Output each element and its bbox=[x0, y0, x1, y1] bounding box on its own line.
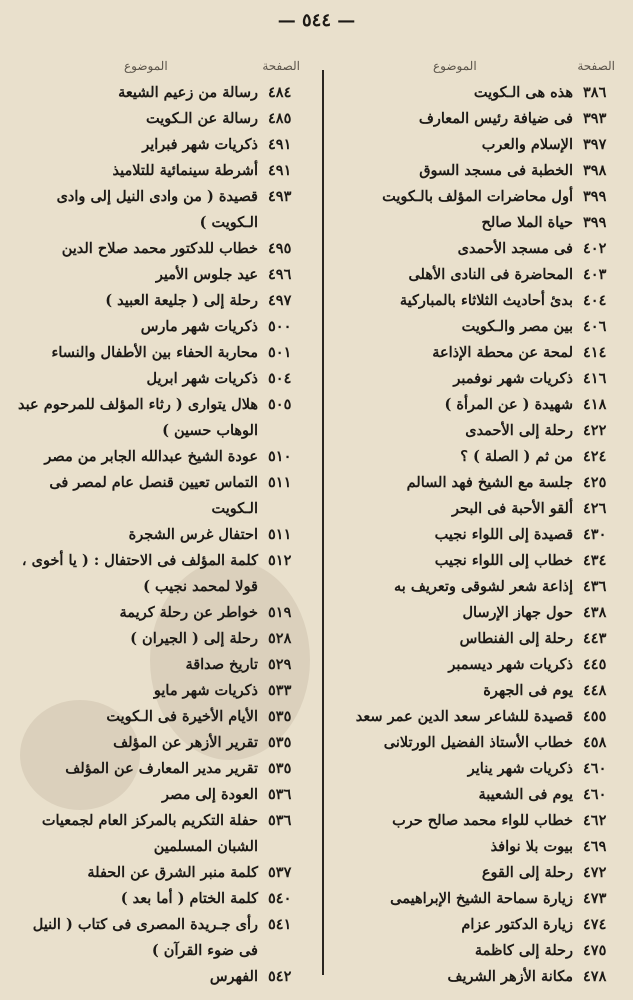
toc-entry bbox=[323, 678, 619, 704]
toc-entry-page: ٣٩٨ bbox=[583, 162, 607, 179]
toc-entry-title: رحلة إلى القوع bbox=[481, 864, 573, 881]
toc-entry-page: ٤٩٣ bbox=[268, 188, 292, 205]
toc-entry-page: ٤٣٨ bbox=[583, 604, 607, 621]
toc-entry-title: بيوت بلا نوافذ bbox=[490, 838, 573, 855]
toc-entry-page: ٤٦٠ bbox=[583, 760, 607, 777]
toc-entry bbox=[323, 522, 619, 548]
toc-entry-page: ٤٩١ bbox=[268, 162, 292, 179]
toc-entry-page: ٤٤٣ bbox=[583, 630, 607, 647]
toc-entry-title: حفلة التكريم بالمركز العام لجمعيات الشبان المسلمين bbox=[41, 812, 258, 855]
toc-entry-title: شهيدة ( عن المرأة ) bbox=[444, 396, 573, 413]
toc-entry bbox=[323, 80, 619, 106]
toc-entry-page: ٤٩٧ bbox=[268, 292, 292, 309]
toc-entry bbox=[14, 704, 304, 730]
toc-entry bbox=[14, 184, 304, 236]
toc-entry-title: ذكريات شهر نوفمبر bbox=[453, 370, 573, 387]
toc-entry-title: رحلة إلى الأحمدى bbox=[465, 422, 573, 439]
toc-entry-title: أول محاضرات المؤلف بالـكويت bbox=[382, 188, 573, 205]
toc-entry-title: حول جهاز الإرسال bbox=[462, 604, 573, 621]
toc-entry-title: تقرير الأزهر عن المؤلف bbox=[113, 734, 258, 751]
toc-entry-page: ٥١١ bbox=[268, 474, 292, 491]
toc-entry-title: رحلة إلى ( الجيران ) bbox=[130, 630, 258, 647]
toc-entry-page: ٥٠١ bbox=[268, 344, 292, 361]
toc-entry-page: ٤٧٣ bbox=[583, 890, 607, 907]
toc-entry-page: ٥٣٦ bbox=[268, 812, 292, 829]
toc-entry bbox=[14, 964, 304, 990]
page-number: — ٥٤٤ — bbox=[277, 10, 356, 31]
toc-entry-title: إذاعة شعر لشوقى وتعريف به bbox=[393, 578, 573, 595]
toc-entry bbox=[14, 730, 304, 756]
toc-entry bbox=[323, 600, 619, 626]
toc-entry bbox=[323, 366, 619, 392]
toc-entry bbox=[323, 730, 619, 756]
toc-entry-page: ٥١٩ bbox=[268, 604, 292, 621]
toc-entry-title: الخطبة فى مسجد السوق bbox=[419, 162, 573, 179]
toc-entry-title: رسالة من زعيم الشيعة bbox=[118, 84, 258, 101]
toc-entry-page: ٥٣٦ bbox=[268, 786, 292, 803]
toc-entry-title: الفهرس bbox=[209, 968, 258, 985]
toc-entry-title: خطاب للدكتور محمد صلاح الدين bbox=[61, 240, 258, 257]
toc-entry bbox=[14, 860, 304, 886]
toc-entry-page: ٤٣٠ bbox=[583, 526, 607, 543]
toc-entry-page: ٤٧٢ bbox=[583, 864, 607, 881]
toc-entry-page: ٤١٨ bbox=[583, 396, 607, 413]
toc-entry-page: ٥٤١ bbox=[268, 916, 292, 933]
toc-entry-page: ٥٢٩ bbox=[268, 656, 292, 673]
toc-entry-title: تقرير مدير المعارف عن المؤلف bbox=[65, 760, 258, 777]
toc-entry bbox=[14, 392, 304, 444]
toc-entry-page: ٥٠٥ bbox=[268, 396, 292, 413]
toc-entry bbox=[323, 886, 619, 912]
toc-entry bbox=[323, 288, 619, 314]
toc-entry-list bbox=[14, 80, 304, 990]
toc-entry-title: تاريخ صداقة bbox=[185, 656, 258, 673]
toc-entry bbox=[14, 262, 304, 288]
toc-entry-title: ألقو الأحبة فى البحر bbox=[451, 500, 573, 517]
toc-entry-title: الإسلام والعرب bbox=[481, 136, 573, 153]
toc-entry bbox=[323, 392, 619, 418]
toc-entry-title: هلال يتوارى ( رثاء المؤلف للمرحوم عبد الوهاب حسين ) bbox=[18, 396, 258, 439]
toc-entry-title: ذكريات شهر يناير bbox=[467, 760, 573, 777]
toc-entry-page: ٥٣٣ bbox=[268, 682, 292, 699]
toc-entry bbox=[323, 314, 619, 340]
toc-entry-title: الأيام الأخيرة فى الـكويت bbox=[106, 708, 258, 725]
toc-entry-title: هذه هى الـكويت bbox=[473, 84, 573, 101]
toc-entry bbox=[323, 496, 619, 522]
toc-entry bbox=[14, 106, 304, 132]
toc-entry-title: رحلة إلى الفنطاس bbox=[459, 630, 573, 647]
toc-entry bbox=[14, 522, 304, 548]
toc-entry bbox=[14, 886, 304, 912]
toc-entry-page: ٥١٢ bbox=[268, 552, 292, 569]
toc-entry-title: كلمة الختام ( أما بعد ) bbox=[120, 890, 258, 907]
toc-entry-page: ٥١١ bbox=[268, 526, 292, 543]
toc-entry-title: فى مسجد الأحمدى bbox=[457, 240, 573, 257]
toc-entry-title: ذكريات شهر ديسمبر bbox=[448, 656, 573, 673]
toc-entry-title: خطاب إلى اللواء نجيب bbox=[434, 552, 573, 569]
toc-entry-page: ٥٣٥ bbox=[268, 734, 292, 751]
toc-entry bbox=[14, 314, 304, 340]
toc-entry-page: ٥٣٥ bbox=[268, 708, 292, 725]
toc-entry bbox=[14, 678, 304, 704]
toc-entry bbox=[323, 626, 619, 652]
toc-entry-title: زيارة الدكتور عزام bbox=[461, 916, 573, 933]
toc-entry-page: ٤٢٢ bbox=[583, 422, 607, 439]
toc-entry bbox=[14, 132, 304, 158]
toc-entry-title: كلمة منبر الشرق عن الحفلة bbox=[87, 864, 258, 881]
toc-entry-page: ٣٩٩ bbox=[583, 188, 607, 205]
toc-entry-title: قصيدة إلى اللواء نجيب bbox=[434, 526, 573, 543]
toc-entry bbox=[14, 808, 304, 860]
toc-entry bbox=[323, 912, 619, 938]
toc-entry-page: ٤٢٦ bbox=[583, 500, 607, 517]
toc-entry-title: عيد جلوس الأمير bbox=[155, 266, 258, 283]
toc-entry bbox=[14, 548, 304, 600]
toc-entry-title: كلمة المؤلف فى الاحتفال : ( يا أخوى ، قولا لمحمد نجيب ) bbox=[21, 552, 258, 595]
toc-entry-page: ٤٢٥ bbox=[583, 474, 607, 491]
toc-entry bbox=[323, 262, 619, 288]
toc-entry-page: ٤٠٤ bbox=[583, 292, 607, 309]
toc-entry-page: ٤٦٢ bbox=[583, 812, 607, 829]
toc-entry-title: من ثم ( الصلة ) ؟ bbox=[460, 448, 573, 465]
toc-entry-title: فى ضيافة رئيس المعارف bbox=[418, 110, 573, 127]
toc-entry bbox=[14, 444, 304, 470]
toc-entry-title: ذكريات شهر ابريل bbox=[146, 370, 258, 387]
toc-entry-page: ٤٠٣ bbox=[583, 266, 607, 283]
column-header bbox=[14, 52, 304, 80]
toc-entry bbox=[323, 184, 619, 210]
header-topic-label: الموضوع bbox=[433, 59, 477, 73]
toc-entry bbox=[14, 626, 304, 652]
toc-entry-page: ٣٩٧ bbox=[583, 136, 607, 153]
toc-entry bbox=[323, 470, 619, 496]
toc-entry bbox=[14, 912, 304, 964]
toc-entry bbox=[323, 834, 619, 860]
toc-entry bbox=[323, 132, 619, 158]
toc-entry-page: ٣٨٦ bbox=[583, 84, 607, 101]
toc-entry-page: ٥٣٧ bbox=[268, 864, 292, 881]
toc-entry bbox=[323, 444, 619, 470]
toc-entry-title: يوم فى الجهرة bbox=[483, 682, 573, 699]
toc-entry-title: لمحة عن محطة الإذاعة bbox=[432, 344, 573, 361]
toc-entry bbox=[323, 964, 619, 990]
toc-entry-title: خواطر عن رحلة كريمة bbox=[119, 604, 258, 621]
toc-entry bbox=[14, 236, 304, 262]
toc-entry bbox=[323, 418, 619, 444]
toc-entry-title: مكانة الأزهر الشريف bbox=[447, 968, 573, 985]
toc-entry-page: ٤٨٥ bbox=[268, 110, 292, 127]
toc-entry-page: ٤٤٨ bbox=[583, 682, 607, 699]
toc-entry-title: المحاضرة فى النادى الأهلى bbox=[408, 266, 573, 283]
toc-entry-page: ٤٠٢ bbox=[583, 240, 607, 257]
column-header bbox=[323, 52, 619, 80]
toc-entry-page: ٥٤٢ bbox=[268, 968, 292, 985]
toc-entry-title: محاربة الحفاء بين الأطفال والنساء bbox=[51, 344, 258, 361]
toc-entry bbox=[323, 782, 619, 808]
toc-entry-list bbox=[323, 80, 619, 990]
toc-entry bbox=[323, 860, 619, 886]
toc-entry-page: ٤٨٤ bbox=[268, 84, 292, 101]
toc-entry bbox=[14, 600, 304, 626]
toc-entry-page: ٥٣٥ bbox=[268, 760, 292, 777]
toc-entry bbox=[14, 366, 304, 392]
toc-entry-title: يوم فى الشعيبة bbox=[478, 786, 573, 803]
toc-entry-page: ٥٠٠ bbox=[268, 318, 292, 335]
toc-entry-title: ذكريات شهر مارس bbox=[140, 318, 258, 335]
toc-entry-title: رحلة إلى كاظمة bbox=[474, 942, 573, 959]
toc-entry-page: ٤٦٩ bbox=[583, 838, 607, 855]
toc-entry-title: عودة الشيخ عبدالله الجابر من مصر bbox=[44, 448, 258, 465]
toc-entry-title: جلسة مع الشيخ فهد السالم bbox=[406, 474, 573, 491]
toc-entry-page: ٤٤٥ bbox=[583, 656, 607, 673]
toc-entry bbox=[14, 288, 304, 314]
toc-entry bbox=[14, 756, 304, 782]
toc-entry bbox=[323, 106, 619, 132]
toc-entry-page: ٥١٠ bbox=[268, 448, 292, 465]
toc-entry-title: رأى جـريدة المصرى فى كتاب ( النيل فى ضوء القرآن ) bbox=[32, 916, 258, 959]
toc-entry bbox=[14, 470, 304, 522]
toc-entry-title: خطاب الأستاذ الفضيل الورتلانى bbox=[383, 734, 573, 751]
toc-entry bbox=[323, 808, 619, 834]
toc-entry-page: ٤٣٤ bbox=[583, 552, 607, 569]
toc-entry bbox=[14, 782, 304, 808]
toc-entry-page: ٤١٦ bbox=[583, 370, 607, 387]
toc-entry bbox=[14, 652, 304, 678]
toc-column-left bbox=[14, 52, 304, 990]
toc-entry-page: ٤٧٤ bbox=[583, 916, 607, 933]
toc-entry-page: ٤٥٥ bbox=[583, 708, 607, 725]
toc-entry-title: ذكريات شهر مايو bbox=[153, 682, 258, 699]
toc-entry bbox=[14, 340, 304, 366]
toc-entry-page: ٤٢٤ bbox=[583, 448, 607, 465]
toc-entry-page: ٤٠٦ bbox=[583, 318, 607, 335]
toc-entry bbox=[14, 80, 304, 106]
toc-entry-title: ذكريات شهر فبراير bbox=[142, 136, 258, 153]
header-page-label: الصفحة bbox=[262, 59, 300, 73]
toc-entry-title: بدئ أحاديث الثلاثاء بالمباركية bbox=[399, 292, 573, 309]
toc-entry-page: ٣٩٣ bbox=[583, 110, 607, 127]
toc-entry bbox=[323, 236, 619, 262]
toc-entry-page: ٤٣٦ bbox=[583, 578, 607, 595]
toc-entry-title: بين مصر والـكويت bbox=[461, 318, 573, 335]
toc-entry bbox=[323, 704, 619, 730]
toc-entry-page: ٥٤٠ bbox=[268, 890, 292, 907]
toc-entry-title: رحلة إلى ( جليعة العبيد ) bbox=[105, 292, 258, 309]
toc-entry bbox=[323, 756, 619, 782]
toc-entry-title: قصيدة للشاعر سعد الدين عمر سعد bbox=[355, 708, 573, 725]
toc-entry-title: خطاب للواء محمد صالح حرب bbox=[392, 812, 573, 829]
toc-entry-page: ٤١٤ bbox=[583, 344, 607, 361]
toc-entry bbox=[323, 548, 619, 574]
toc-entry bbox=[323, 938, 619, 964]
toc-entry-page: ٤٥٨ bbox=[583, 734, 607, 751]
toc-entry-title: رسالة عن الـكويت bbox=[145, 110, 258, 127]
toc-entry-title: قصيدة ( من وادى النيل إلى وادى الـكويت ) bbox=[56, 188, 258, 231]
toc-column-right bbox=[323, 52, 619, 990]
toc-entry-page: ٤٩١ bbox=[268, 136, 292, 153]
toc-entry-page: ٤٩٦ bbox=[268, 266, 292, 283]
toc-entry-page: ٤٧٨ bbox=[583, 968, 607, 985]
header-topic-label: الموضوع bbox=[124, 59, 168, 73]
toc-entry-page: ٤٦٠ bbox=[583, 786, 607, 803]
toc-entry-title: العودة إلى مصر bbox=[162, 786, 258, 803]
toc-entry-title: التماس تعيين قنصل عام لمصر فى الـكويت bbox=[49, 474, 258, 517]
toc-entry bbox=[323, 340, 619, 366]
toc-entry bbox=[323, 210, 619, 236]
toc-entry bbox=[323, 652, 619, 678]
toc-entry bbox=[323, 574, 619, 600]
toc-entry-title: زيارة سماحة الشيخ الإبراهيمى bbox=[390, 890, 573, 907]
toc-entry-page: ٤٧٥ bbox=[583, 942, 607, 959]
header-page-label: الصفحة bbox=[577, 59, 615, 73]
toc-entry-page: ٥٢٨ bbox=[268, 630, 292, 647]
toc-entry-title: أشرطة سينمائية للتلاميذ bbox=[112, 162, 258, 179]
toc-entry-page: ٥٠٤ bbox=[268, 370, 292, 387]
toc-entry-title: احتفال غرس الشجرة bbox=[128, 526, 258, 543]
toc-entry-title: حياة الملا صالح bbox=[481, 214, 573, 231]
toc-entry bbox=[323, 158, 619, 184]
toc-entry bbox=[14, 158, 304, 184]
toc-entry-page: ٣٩٩ bbox=[583, 214, 607, 231]
toc-entry-page: ٤٩٥ bbox=[268, 240, 292, 257]
